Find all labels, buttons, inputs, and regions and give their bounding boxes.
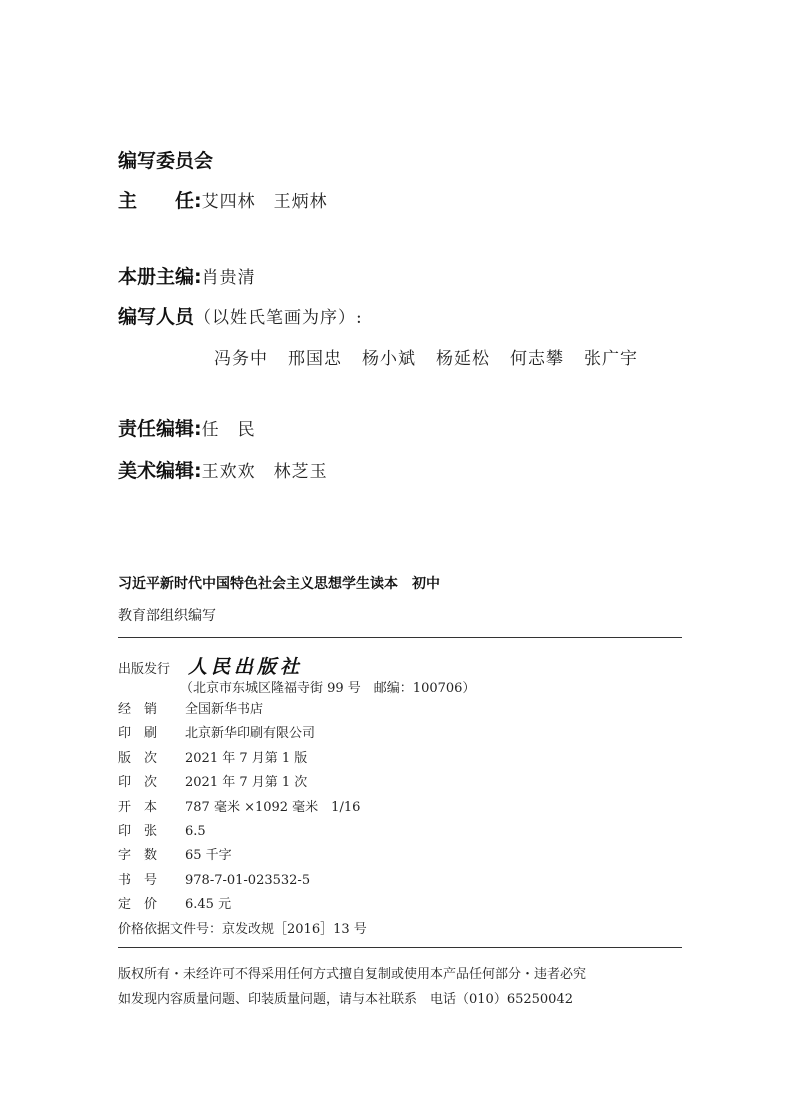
director-row <box>118 186 328 213</box>
book-compiler: 教育部组织编写 <box>118 608 216 624</box>
imprint-value: 6.45 元 <box>185 897 232 913</box>
resp-editor-label: 责任编辑: <box>118 418 202 440</box>
imprint-label: 印 刷 <box>118 726 158 742</box>
writer-name: 杨小斌 <box>362 349 416 369</box>
imprint-label: 印 次 <box>118 775 158 791</box>
publisher-address: （北京市东城区隆福寺街 99 号 邮编：100706） <box>180 681 476 696</box>
editor-label: 本册主编: <box>118 266 202 288</box>
director-names: 艾四林 王炳林 <box>201 192 328 212</box>
imprint-row <box>118 698 367 722</box>
publisher-label: 出版发行 <box>118 662 171 677</box>
editor-row <box>118 262 256 289</box>
imprint-value: 787 毫米 ×1092 毫米 1/16 <box>185 799 361 815</box>
imprint-label: 字 数 <box>118 848 158 864</box>
imprint-row <box>118 893 367 917</box>
art-editor-row <box>118 456 328 483</box>
art-editor-names: 王欢欢 林芝玉 <box>201 462 328 482</box>
imprint-row <box>118 747 367 771</box>
imprint-label: 书 号 <box>118 872 158 888</box>
divider <box>118 637 682 638</box>
imprint-label: 版 次 <box>118 750 158 766</box>
imprint-row <box>118 796 367 820</box>
imprint-row <box>118 820 367 844</box>
publisher-logo: 人民出版社 <box>188 656 304 678</box>
writer-name: 冯务中 <box>214 349 268 369</box>
writer-name: 邢国忠 <box>288 349 342 369</box>
imprint-label: 经 销 <box>118 702 158 717</box>
writer-name: 杨延松 <box>436 349 490 369</box>
divider <box>118 947 682 948</box>
imprint-value: 全国新华书店 <box>185 702 264 717</box>
art-editor-label: 美术编辑: <box>118 460 202 482</box>
imprint-row <box>118 844 367 868</box>
writers-list <box>214 344 638 369</box>
writer-name: 张广宇 <box>584 349 638 369</box>
resp-editor-name: 任 民 <box>201 420 256 440</box>
writers-row <box>118 302 363 329</box>
writers-note: （以姓氏笔画为序）: <box>194 308 363 328</box>
imprint-table <box>118 698 367 942</box>
imprint-row <box>118 722 367 746</box>
imprint-value: 978-7-01-023532-5 <box>185 872 311 888</box>
price-basis: 价格依据文件号：京发改规［2016］13 号 <box>118 921 367 937</box>
director-label: 主 任: <box>118 190 202 212</box>
imprint-row <box>118 869 367 893</box>
writers-label: 编写人员 <box>118 306 195 328</box>
imprint-label: 印 张 <box>118 824 158 840</box>
writer-name: 何志攀 <box>510 349 564 369</box>
imprint-value: 2021 年 7 月第 1 次 <box>185 775 308 791</box>
publisher-row <box>118 652 303 679</box>
book-title: 习近平新时代中国特色社会主义思想学生读本 初中 <box>118 576 440 592</box>
imprint-label: 定 价 <box>118 897 158 913</box>
imprint-value: 65 千字 <box>185 848 232 864</box>
imprint-value: 北京新华印刷有限公司 <box>185 726 316 742</box>
committee-title: 编写委员会 <box>118 150 214 172</box>
contact-info: 如发现内容质量问题、印装质量问题，请与本社联系 电话（010）65250042 <box>118 992 573 1007</box>
imprint-value: 2021 年 7 月第 1 版 <box>185 750 308 766</box>
imprint-row <box>118 771 367 795</box>
imprint-value: 6.5 <box>185 824 206 840</box>
resp-editor-row <box>118 414 256 441</box>
imprint-label: 开 本 <box>118 799 158 815</box>
editor-name: 肖贵清 <box>201 268 256 288</box>
rights-notice: 版权所有・未经许可不得采用任何方式擅自复制或使用本产品任何部分・违者必究 <box>118 967 587 982</box>
